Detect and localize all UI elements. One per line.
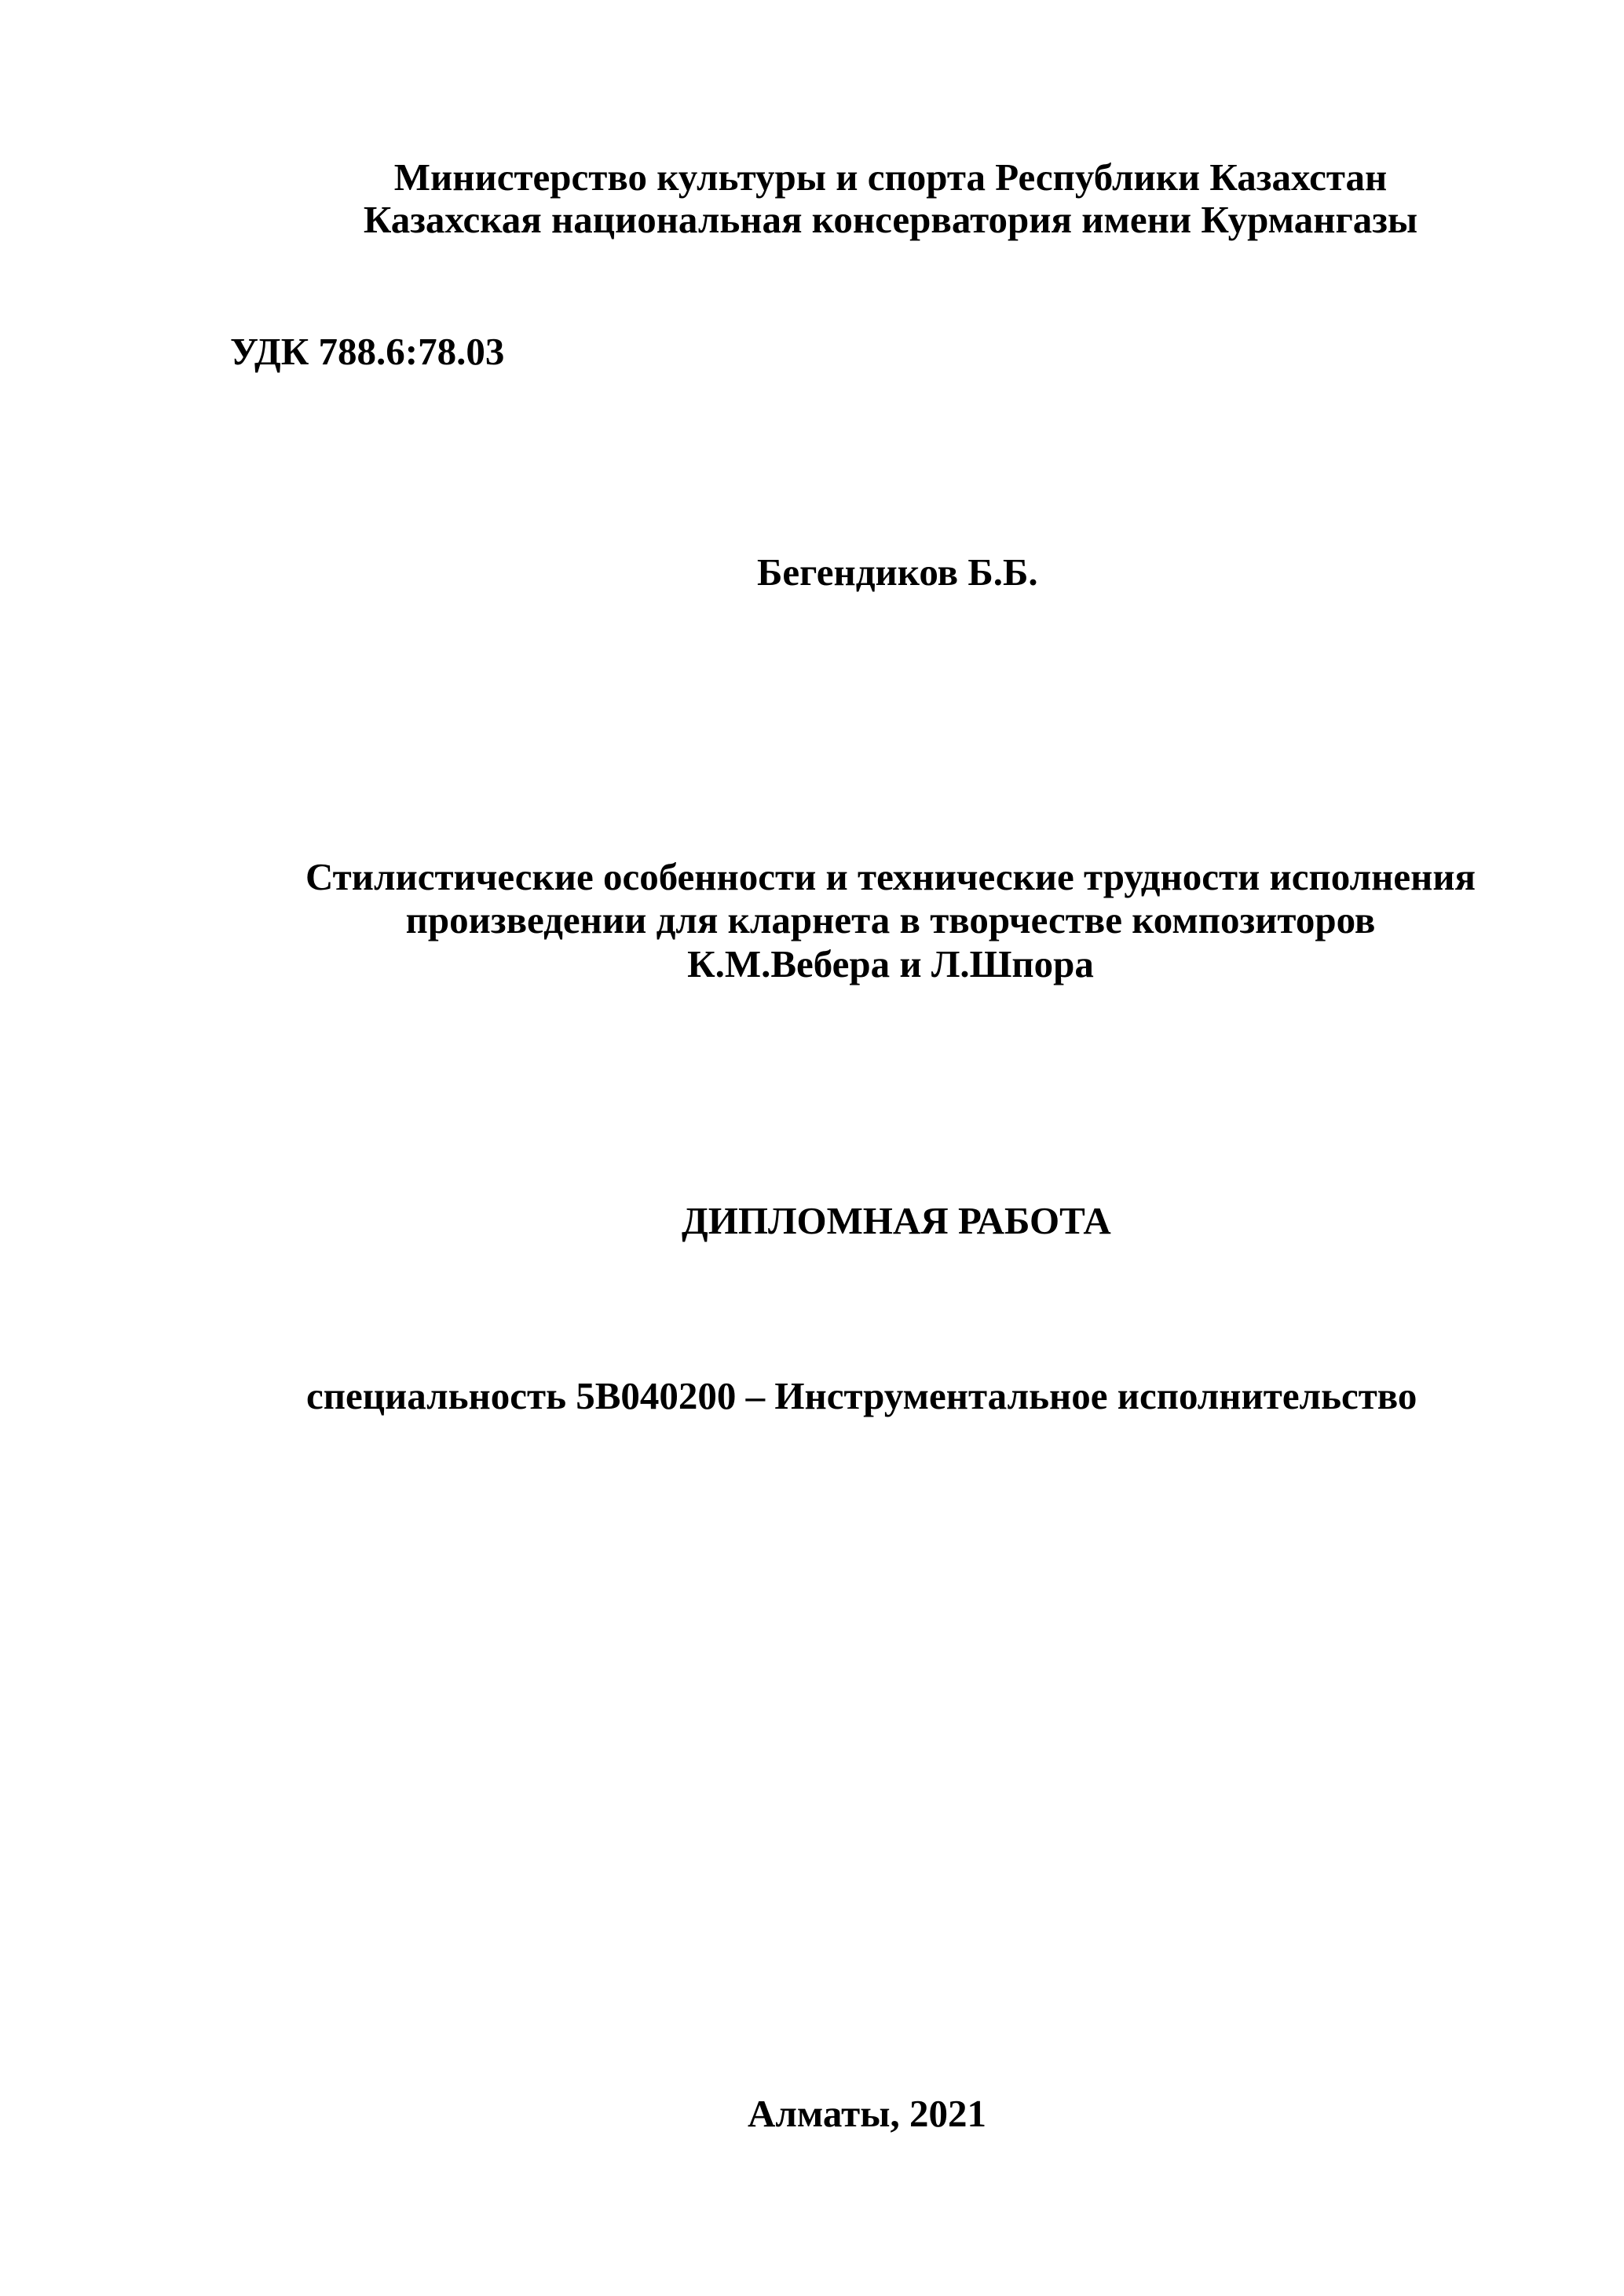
thesis-title-line-1: Стилистические особенности и технические трудности исполнения — [305, 855, 1476, 898]
city-year: Алматы, 2021 — [748, 2092, 986, 2135]
specialty-line: специальность 5В040200 – Инструментальное исполнительство — [306, 1374, 1417, 1417]
author-name: Бегендиков Б.Б. — [757, 550, 1038, 594]
udk-code: УДК 788.6:78.03 — [230, 330, 505, 373]
thesis-title-line-3: К.М.Вебера и Л.Шпора — [687, 942, 1094, 985]
institution-name: Казахская национальная консерватория имени Курмангазы — [363, 198, 1418, 241]
ministry-name: Министерство культуры и спорта Республики Казахстан — [393, 155, 1388, 199]
work-type-heading: ДИПЛОМНАЯ РАБОТА — [682, 1199, 1111, 1242]
thesis-title-line-2: произведении для кларнета в творчестве композиторов — [405, 898, 1376, 941]
